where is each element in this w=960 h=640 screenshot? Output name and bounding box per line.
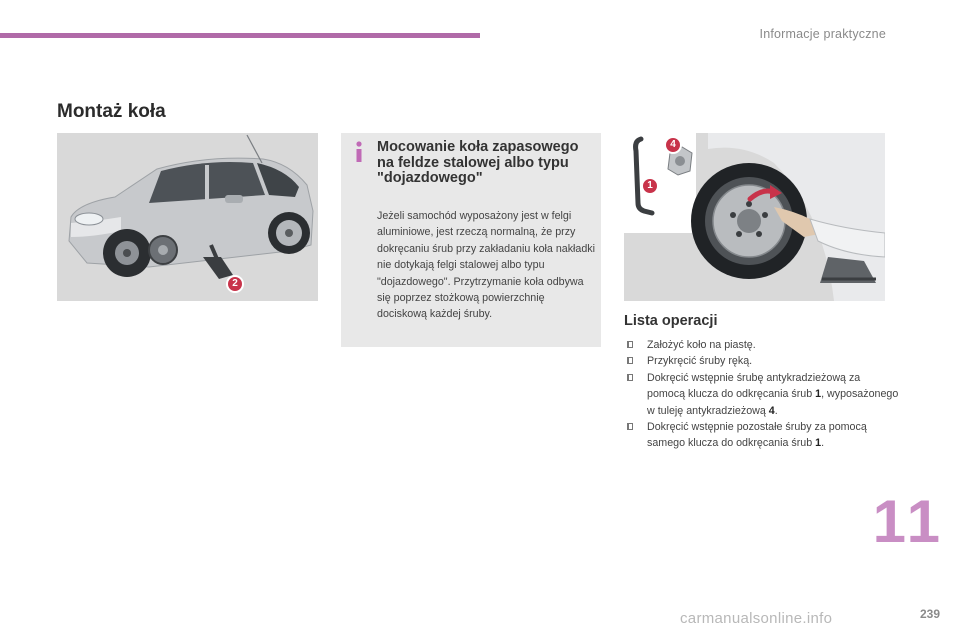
wheel-bolts-illustration xyxy=(624,133,885,301)
info-heading: Mocowanie koła zapasowego na feldze stalowej albo typu "dojazdowego" xyxy=(377,139,579,186)
chapter-number: 11 xyxy=(872,488,944,555)
part-reference: 4 xyxy=(768,404,775,417)
list-item xyxy=(624,419,899,452)
callout-badge-4 xyxy=(664,136,682,154)
page-title: Montaż koła xyxy=(57,101,166,122)
header-accent-bar xyxy=(0,33,480,38)
info-body: Jeżeli samochód wyposażony jest w felgi aluminiowe, jest rzeczą normalną, że przy dokręcaniu śrub przy zakładaniu koła nakładki nie dotykają felgi stalowej albo typu "dojazdowego". Przytrzymanie koła odbywa się poprzez stożkową powierzchnię dociskową każdej śruby. xyxy=(377,210,596,321)
list-item-text: , wyposażonego w tuleję antykradzieżową xyxy=(647,388,899,417)
callout-badge-2 xyxy=(226,275,244,293)
page-number: 239 xyxy=(919,607,940,621)
wheel-drawing xyxy=(624,133,885,301)
checkbox-bullet-icon xyxy=(627,374,633,381)
part-reference: 1 xyxy=(815,437,822,450)
list-item-text: Przykręcić śruby ręką. xyxy=(647,355,753,368)
info-box xyxy=(341,133,601,347)
list-item-text: . xyxy=(774,404,778,417)
list-item-text: Dokręcić wstępnie pozostałe śruby za pomocą samego klucza do odkręcania śrub xyxy=(647,421,867,450)
callout-label: 2 xyxy=(232,278,238,289)
operations-title: Lista operacji xyxy=(624,313,718,329)
car-drawing xyxy=(57,133,318,301)
list-item-text: Założyć koło na piastę. xyxy=(647,339,756,351)
car-jack-illustration xyxy=(57,133,318,301)
list-item xyxy=(624,337,899,353)
info-icon xyxy=(353,141,365,163)
list-item xyxy=(624,370,899,419)
callout-label: 1 xyxy=(647,180,653,191)
checkbox-bullet-icon xyxy=(627,423,633,430)
part-reference: 1 xyxy=(815,388,822,401)
operations-list xyxy=(624,337,899,452)
list-item-text: . xyxy=(821,437,825,450)
section-label: Informacje praktyczne xyxy=(759,27,886,41)
list-item-text: Dokręcić wstępnie śrubę antykradzieżową za pomocą klucza do odkręcania śrub xyxy=(647,371,861,401)
callout-badge-1 xyxy=(641,177,659,195)
callout-label: 4 xyxy=(670,139,676,150)
watermark: carmanualsonline.info xyxy=(680,610,833,627)
checkbox-bullet-icon xyxy=(627,341,633,348)
checkbox-bullet-icon xyxy=(627,357,633,364)
list-item xyxy=(624,353,899,369)
